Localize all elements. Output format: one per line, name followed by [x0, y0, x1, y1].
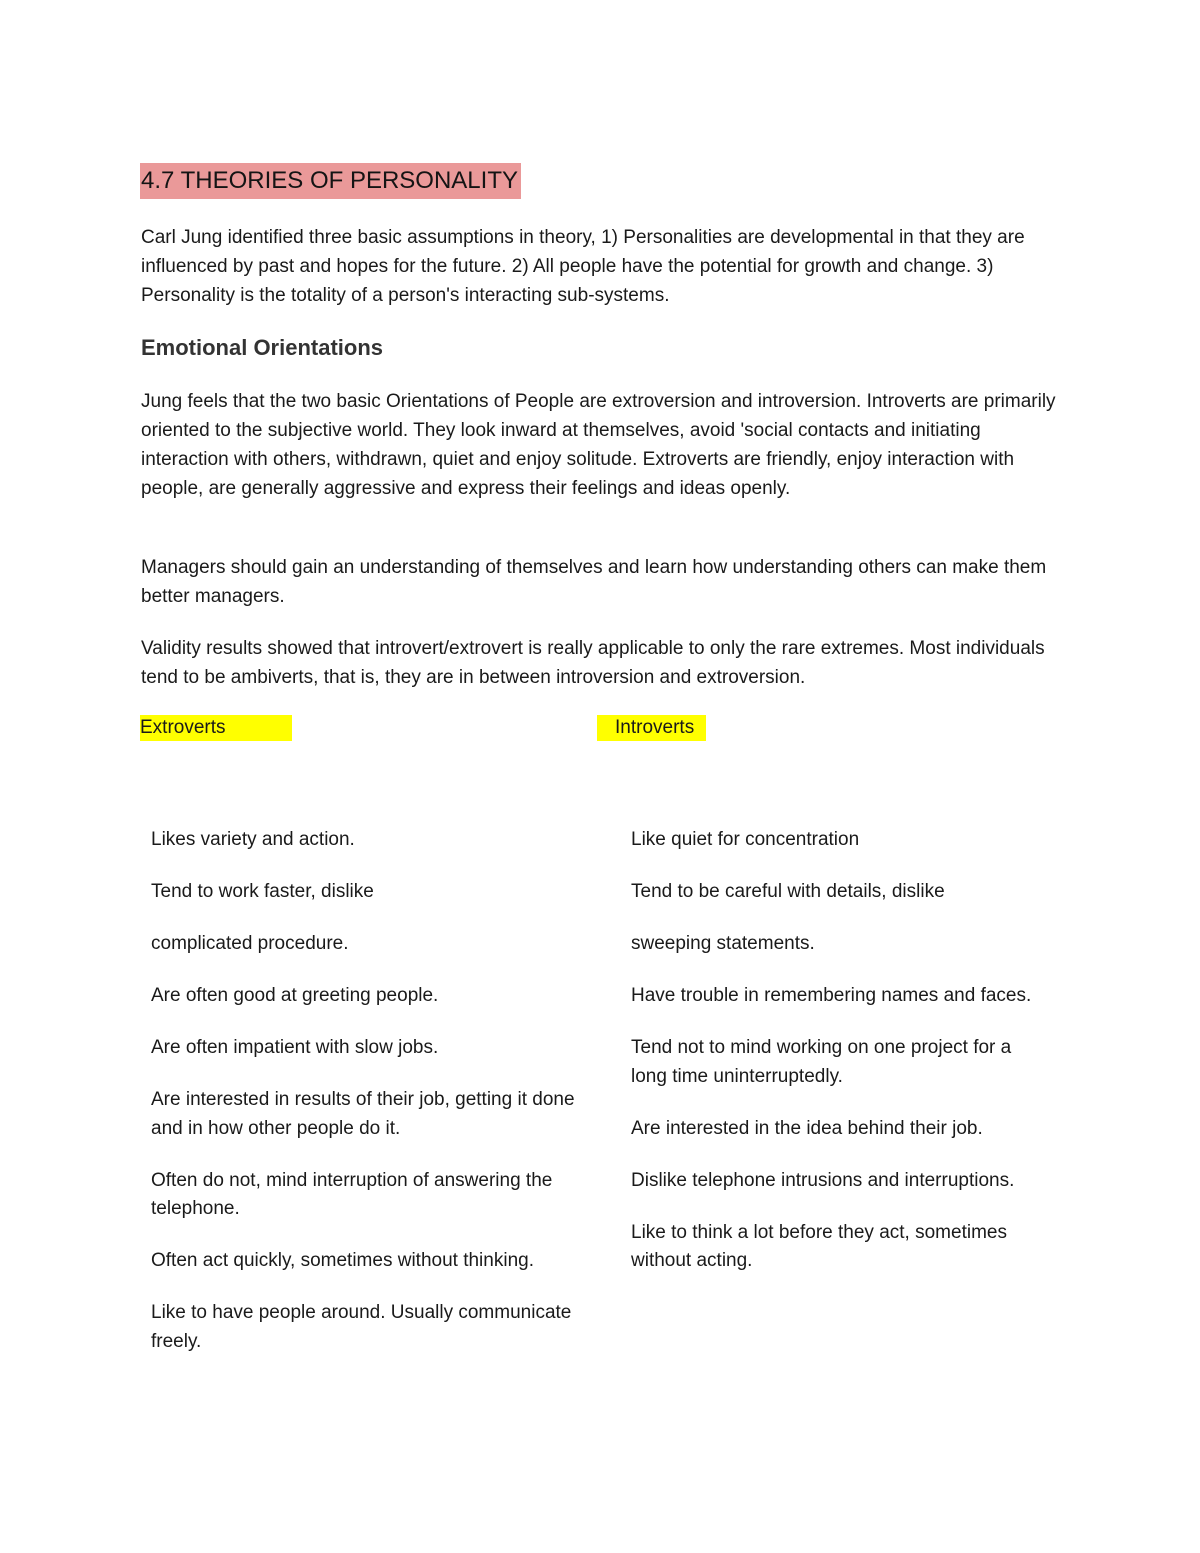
list-item: Tend to work faster, dislike — [151, 881, 374, 902]
list-item: Have trouble in remembering names and faces. — [631, 985, 1032, 1006]
list-item: Often act quickly, sometimes without thinking. — [151, 1250, 534, 1271]
extroverts-heading: Extroverts — [140, 715, 292, 741]
list-item: Often do not, mind interruption of answering the telephone. — [151, 1169, 553, 1219]
introverts-heading-label: Introverts — [615, 717, 695, 738]
introverts-list — [631, 826, 1051, 1299]
list-item: sweeping statements. — [631, 933, 815, 954]
list-item: Tend to be careful with details, dislike — [631, 881, 945, 902]
list-item: Dislike telephone intrusions and interruptions. — [631, 1169, 1015, 1191]
list-item: complicated procedure. — [151, 933, 349, 954]
list-item: Like to have people around. Usually communicate freely. — [151, 1302, 572, 1352]
list-item: Are often impatient with slow jobs. — [151, 1037, 439, 1058]
section-heading: Emotional Orientations — [141, 335, 384, 360]
list-item: Like quiet for concentration — [631, 829, 860, 850]
page-title: 4.7 THEORIES OF PERSONALITY — [140, 163, 521, 199]
intro-paragraph: Carl Jung identified three basic assumptions in theory, 1) Personalities are developmental in that they are influenced by past and hopes for the future. 2) All people have the potential for growth and change. 3) Personality is the totality of a person's interacting sub-systems. — [141, 227, 1025, 306]
list-item: Like to think a lot before they act, sometimes without acting. — [631, 1221, 1007, 1271]
introverts-heading — [597, 715, 706, 741]
list-item: Tend not to mind working on one project for a long time uninterruptedly. — [631, 1037, 1012, 1087]
managers-paragraph: Managers should gain an understanding of themselves and learn how understanding others can make them better managers. — [141, 557, 1047, 607]
validity-paragraph: Validity results showed that introvert/extrovert is really applicable to only the rare extremes. Most individuals tend to be ambiverts, that is, they are in between introversion and extroversion. — [141, 638, 1045, 688]
list-item: Are interested in the idea behind their job. — [631, 1117, 983, 1139]
list-item: Are interested in results of their job, getting it done and in how other people do it. — [151, 1089, 575, 1139]
extroverts-list — [151, 826, 611, 1380]
list-item: Likes variety and action. — [151, 829, 355, 850]
list-item: Are often good at greeting people. — [151, 985, 439, 1006]
orientation-paragraph: Jung feels that the two basic Orientations of People are extroversion and introversion. Introverts are primarily oriented to the subjective world. They look inward at themselves, avoid 'social contacts and initiating interaction with others, withdrawn, quiet and enjoy solitude. Extroverts are friendly, enjoy interaction with people, are generally aggressive and express their feelings and ideas openly. — [141, 391, 1056, 499]
